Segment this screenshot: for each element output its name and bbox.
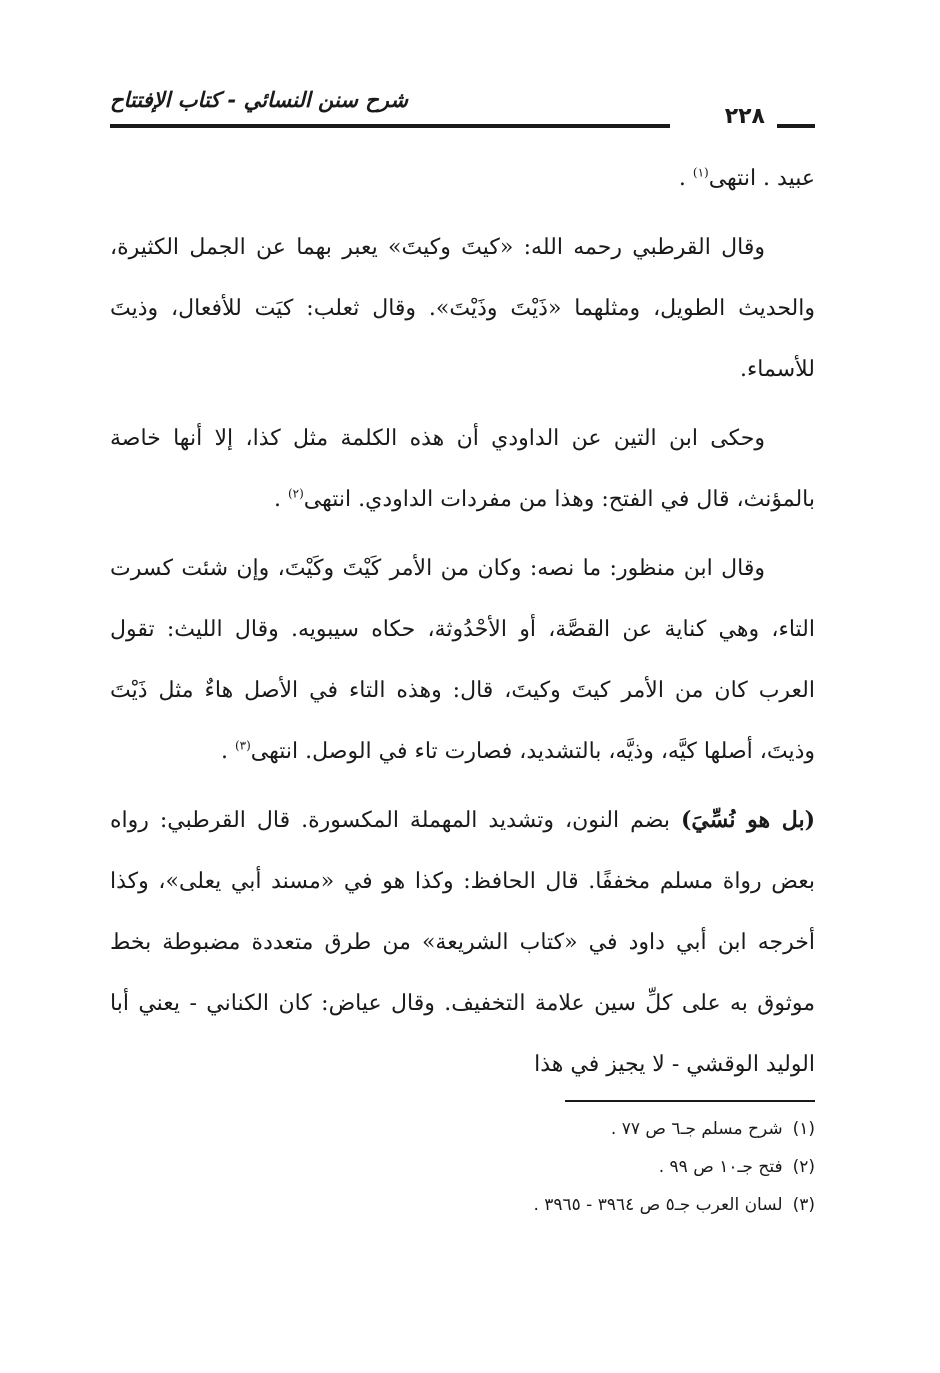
paragraph-2: وقال القرطبي رحمه الله: «كيتَ وكيتَ» يعبر بهما عن الجمل الكثيرة، والحديث الطويل، ومثلهما «ذَيْتَ وذَيْتَ». وقال ثعلب: كيَت للأفعال، وذيتَ للأسماء. [110, 235, 815, 382]
paragraph-5 [110, 790, 815, 1095]
paragraph-3-text: وحكى ابن التين عن الداودي أن هذه الكلمة مثل كذا، إلا أنها خاصة بالمؤنث، قال في الفتح: وهذا من مفردات الداودي. انتهى [110, 426, 815, 512]
header-rule [110, 124, 670, 128]
hadith-quote-lead: (بل هو نُسِّيَ) [680, 807, 815, 833]
footnote-2 [110, 1148, 815, 1186]
footnote-2-text: فتح جـ١٠ ص ٩٩ . [658, 1157, 783, 1177]
page-header [110, 88, 815, 134]
paragraph-4-text: وقال ابن منظور: ما نصه: وكان من الأمر كَيْتَ وكَيْتَ، وإن شئت كسرت التاء، وهي كناية عن القصَّة، أو الأحْدُوثة، حكاه سيبويه. وقال الليث: تقول العرب كان من الأمر كيتَ وكيتَ، قال: وهذه التاء في الأصل هاءٌ مثل ذَيْتَ وذيتَ، أصلها كيَّه، وذيَّه، بالتشديد، فصارت تاء في الوصل. انتهى [110, 556, 815, 764]
footnote-ref-2[interactable]: (٢) [287, 486, 304, 501]
footnotes [110, 1110, 815, 1224]
paragraph-4-tail: . [220, 739, 235, 764]
footnote-1-text: شرح مسلم جـ٦ ص ٧٧ . [610, 1119, 783, 1139]
footnote-3-number: (٣) [792, 1195, 815, 1215]
page-number: ٢٢٨ [724, 104, 765, 129]
paragraph-1-text: عبيد . انتهى [708, 166, 815, 191]
footnote-separator [565, 1100, 815, 1102]
paragraph-1-tail: . [678, 166, 693, 191]
page-number-dash [777, 124, 815, 128]
running-header-title: شرح سنن النسائي - كتاب الإفتتاح [110, 88, 408, 112]
footnote-ref-1[interactable]: (١) [692, 165, 709, 180]
paragraph-4 [110, 538, 815, 782]
paragraph-3 [110, 408, 815, 530]
paragraph-1 [110, 148, 815, 209]
paragraph-3-tail: . [273, 487, 288, 512]
footnote-3-text: لسان العرب جـ٥ ص ٣٩٦٤ - ٣٩٦٥ . [533, 1195, 783, 1215]
footnote-1 [110, 1110, 815, 1148]
paragraph-5-text: بضم النون، وتشديد المهملة المكسورة. قال القرطبي: رواه بعض رواة مسلم مخففًا. قال الحافظ: وكذا هو في «مسند أبي يعلى»، وكذا أخرجه ابن أبي داود في «كتاب الشريعة» من طرق متعددة مضبوطة بخط موثوق به على كلِّ سين علامة التخفيف. وقال عياض: كان الكناني - يعني أبا الوليد الوقشي - لا يجيز في هذا [110, 808, 815, 1077]
footnote-ref-3[interactable]: (٣) [234, 738, 251, 753]
footnote-3 [110, 1186, 815, 1224]
footnote-2-number: (٢) [792, 1157, 815, 1177]
footnote-1-number: (١) [792, 1119, 815, 1139]
main-text [110, 148, 815, 1095]
